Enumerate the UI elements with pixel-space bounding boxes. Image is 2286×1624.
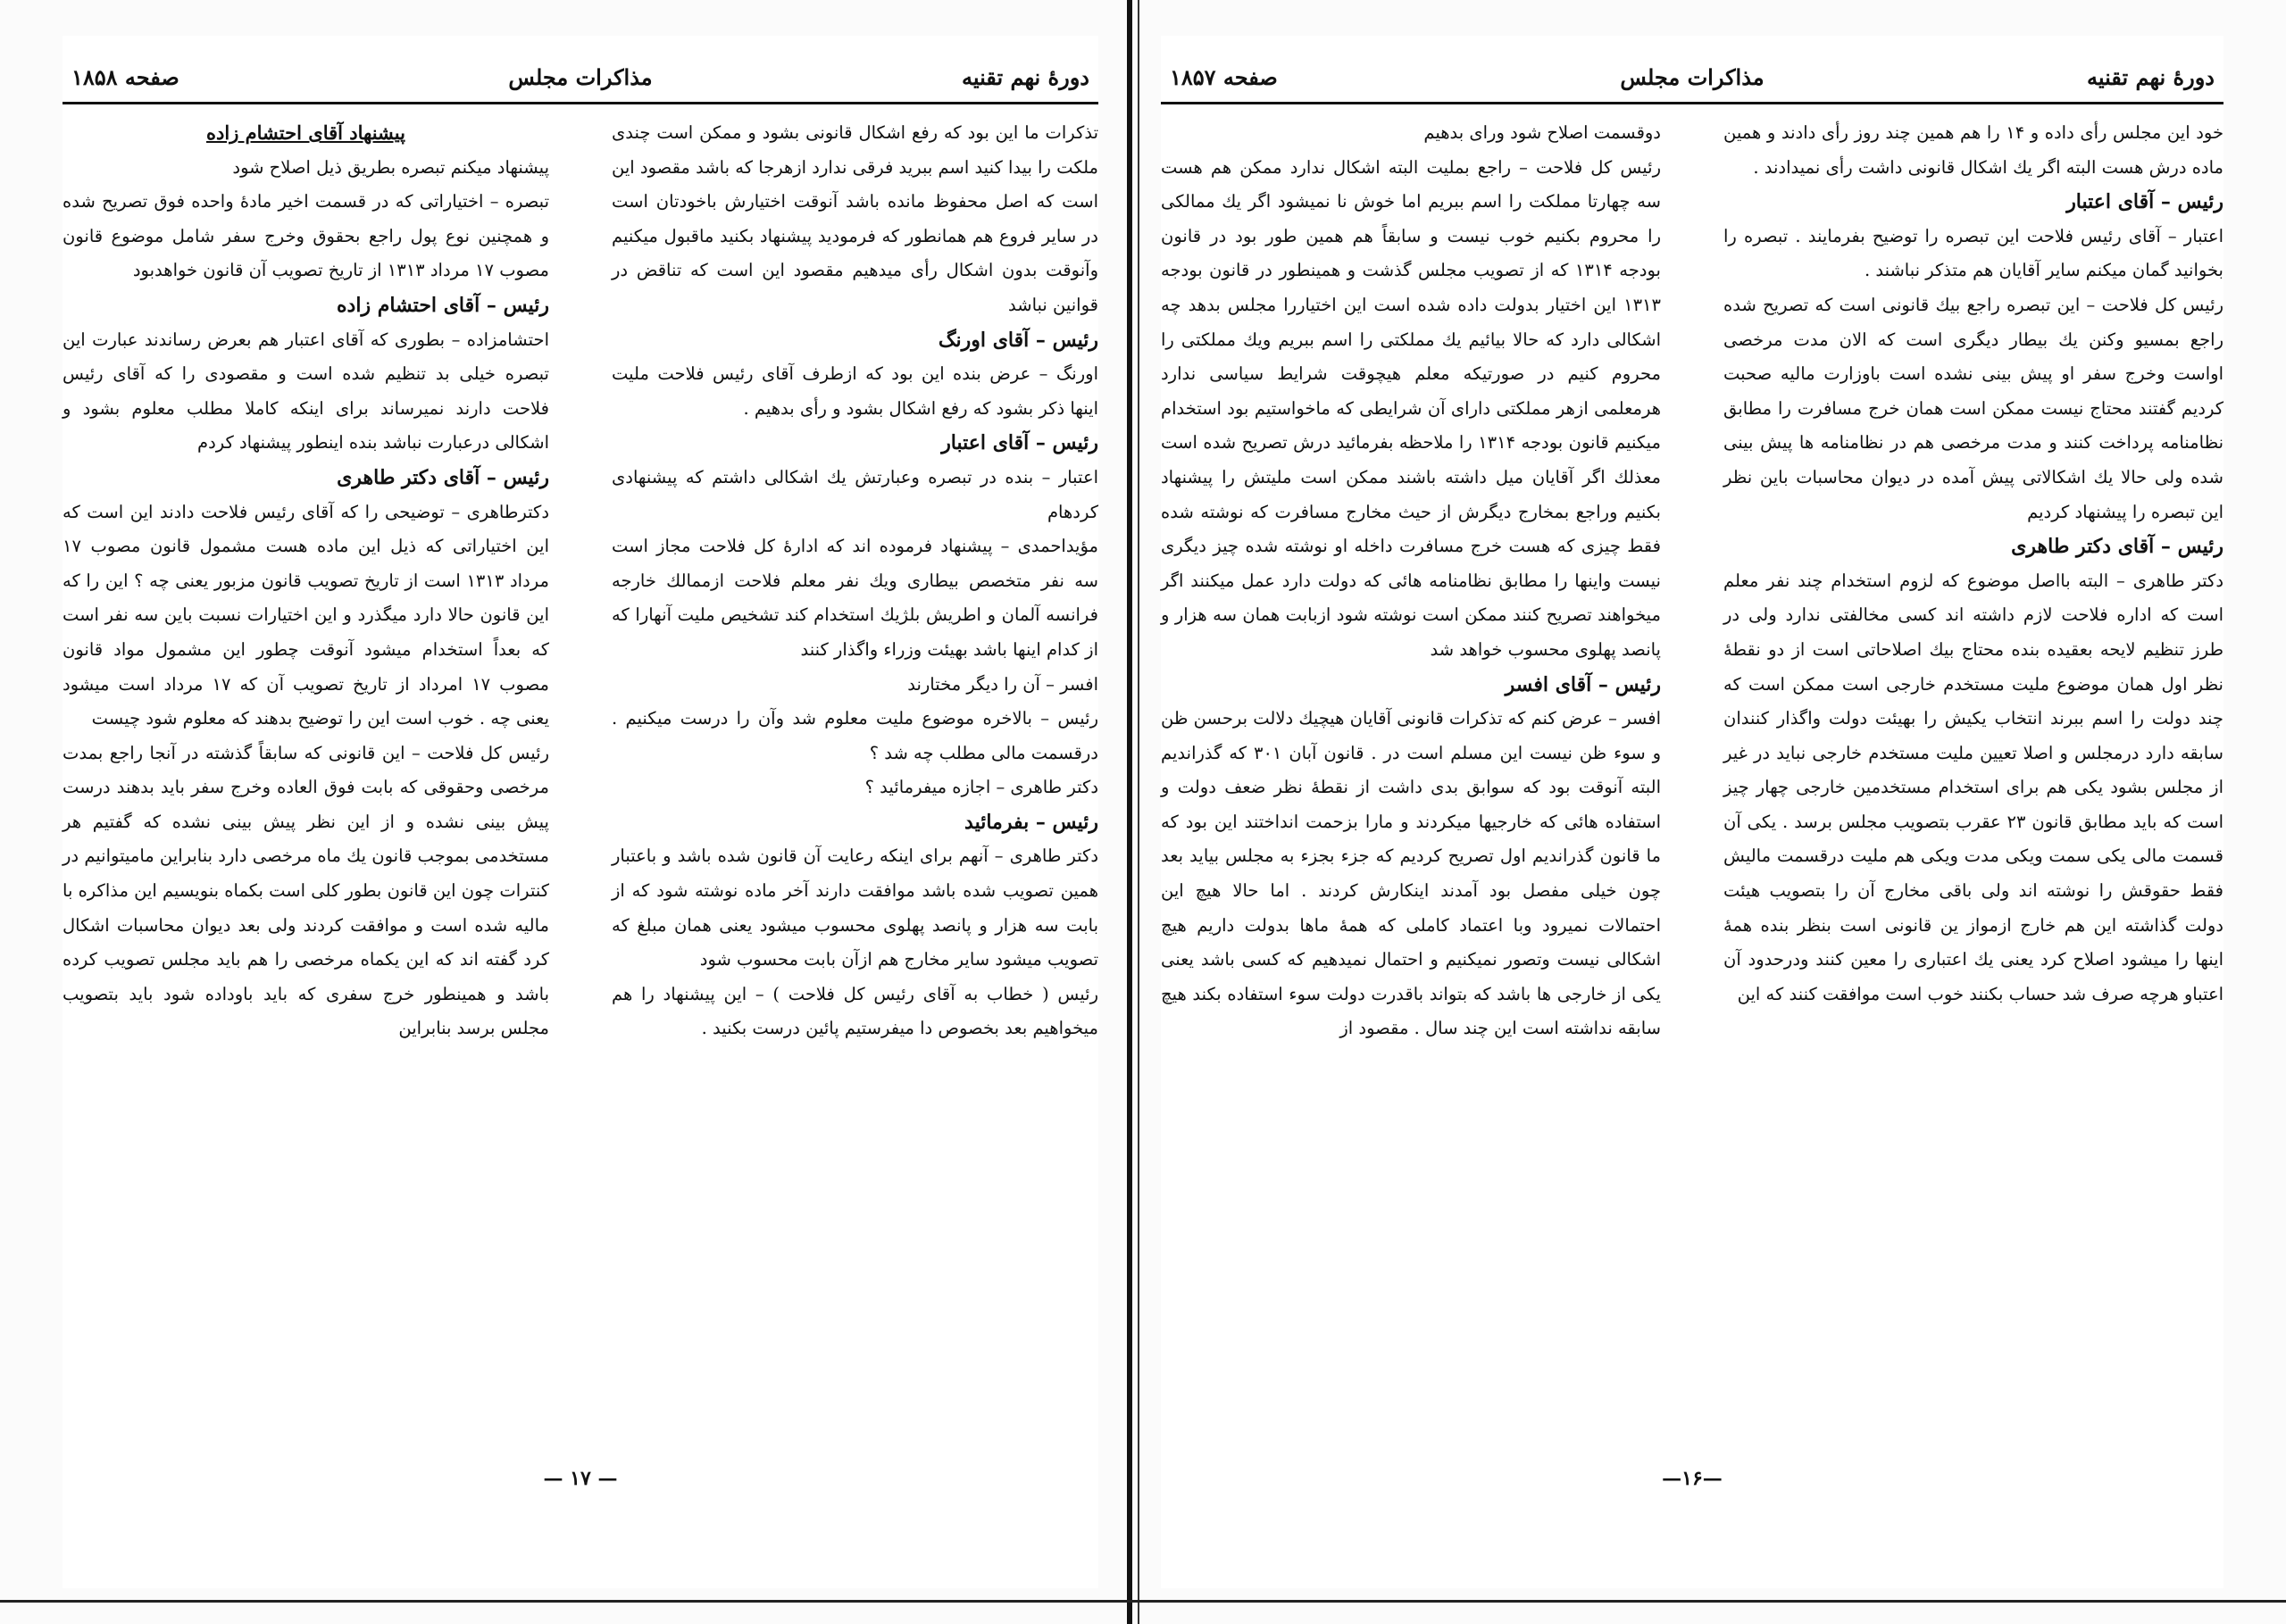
paragraph: افسر – آن را دیگر مختارند [907,673,1098,695]
header-title: مذاکرات مجلس [508,64,653,90]
paragraph: افسر – عرض کنم که تذکرات قانونی آقایان هیچیك دلالت برحسن ظن و سوء ظن نیست این مسلم است در . قانون آبان ۳۰۱ که گذراندیم البته آنوقت بود که سوابق بدی داشت از نقطهٔ نظر ضعف دولت و استفاده هائی که خارجیها میکردند و مارا بزحمت انداختند این بود که ما قانون گذراندیم اول تصریح کردیم که جزء بجزء به مجلس بیاید بعد چون خیلی مفصل بود آمدند اینکارش کردند . اما حالا هیچ این احتمالات نمیرود وبا اعتماد کاملی که همهٔ ماها بدولت داریم هیچ اشکالی نیست وتصور نمیکنیم و احتمال نمیدهیم که کسی باشد یعنی یکی از خارجی ها باشد که بتواند باقدرت دولت سوء استفاده بکند هیچ سابقه نداشته است این چند سال . مقصود از [1161,708,1661,1039]
text-column-left [63,116,549,1046]
paragraph: احتشامزاده – بطوری که آقای اعتبار هم بعرض رساندند عبارت این تبصره خیلی بد تنظیم شده است و مقصودی را که آقای رئیس فلاحت دارند نمیرساند برای اینکه کاملا مطلب معلوم بشود و اشکالی درعبارت نباشد بنده اینطور پیشنهاد کردم [63,329,549,454]
paragraph: دکتر طاهری – اجازه میفرمائید ؟ [864,777,1098,798]
folio-number: — ۱۷ — [543,1467,618,1490]
page-header [63,54,1098,104]
speaker-line: رئیس – آقای دکتر طاهری [337,465,549,489]
text-column-right [612,116,1098,1046]
speaker-line: رئیس – آقای اعتبار [2066,190,2223,214]
paragraph: اعتبار – بنده در تبصره وعبارتش یك اشکالی داشتم که پیشنهادی کردهام [612,466,1098,522]
right-page [1161,36,2223,1588]
folio-number: —۱۶— [1662,1467,1723,1490]
paragraph: رئیس ( خطاب به آقای رئیس کل فلاحت ) – این پیشنهاد را هم میخواهیم بعد بخصوص دا میفرستیم پائین درست بکنید . [612,983,1098,1039]
header-title: مذاکرات مجلس [1620,64,1765,90]
speaker-line: رئیس – آقای اورنگ [938,328,1098,352]
paragraph: تبصره – اختیاراتی که در قسمت اخیر مادهٔ واحده فوق تصریح شده و همچنین نوع پول راجع بحقوق وخرج سفر شامل موضوع قانون مصوب ۱۷ مرداد ۱۳۱۳ از تاریخ تصویب آن قانون خواهدبود [63,191,549,281]
text-column-left [1161,116,1661,1046]
paragraph: رئیس کل فلاحت – این تبصره راجع بیك قانونی است که تصریح شده راجع بمسیو وکنن یك بیطار دیگری است که الان مدت مرخصی اواست وخرج سفر او پیش بینی نشده است باوزارت مالیه صحبت کردیم گفتند محتاج نیست ممکن است همان خرج مسافرت را مطابق نظامنامه پرداخت کنند و مدت مرخصی هم در نظامنامه ها پیش بینی شده ولی حالا یك اشکالاتی پیش آمده در دیوان محاسبات باین نظر این تبصره را پیشنهاد کردیم [1723,294,2223,522]
paragraph: رئیس کل فلاحت – این قانونی که سابقاً گذشته در آنجا راجع بمدت مرخصی وحقوقی که بابت فوق العاده وخرج سفر باید بدهند درست پیش بینی نشده و از این نظر پیش بینی نشده که گفتیم هر مستخدمی بموجب قانون یك ماه مرخصی دارد بنابراین مامیتوانیم در کنترات چون این قانون بطور کلی است بکماه بنویسیم این مذاکره با مالیه شده است و موافقت کردند ولی بعد دیوان محاسبات اشکال کرد گفته اند که این یکماه مرخصی را هم باید مجلس تصویب کرده باشد و همینطور خرج سفری که باید باوداده شود باید بتصویب مجلس برسد بنابراین [63,742,549,1039]
header-session: دورهٔ نهم تقنیه [961,64,1089,90]
book-gutter-edge [1138,0,1139,1624]
paragraph: دکترطاهری – توضیحی را که آقای رئیس فلاحت دادند این است که این اختیاراتی که ذیل این ماده هست مشمول قانون مصوب ۱۷ مرداد ۱۳۱۳ است از تاریخ تصویب قانون مزبور یعنی چه ؟ این را که این قانون حالا دارد میگذرد و این اختیارات نسبت باین سه نفر است که بعداً استخدام میشود آنوقت چطور این مشمول مواد قانون مصوب ۱۷ امرداد از تاریخ تصویب آن که ۱۷ مرداد است میشود یعنی چه . خوب است این را توضیح بدهند که معلوم شود چیست [63,501,549,729]
paragraph: رئیس کل فلاحت – راجع بملیت البته اشکال ندارد ممکن هم هست سه چهارتا مملکت را اسم ببریم اما خوش نا نمیشود اگر یك ممالکی را محروم بکنیم خوب نیست و سابقاً هم همین طور بود در قانون بودجه ۱۳۱۴ که از تصویب مجلس گذشت و همینطور در قانون بودجه ۱۳۱۳ این اختیار بدولت داده شده است این اختیاررا مجلس بدهد چه اشکالی دارد که حالا بیائیم یك مملکتی را اسم ببریم ویك مملکتی را محروم کنیم در صورتیکه معلم هیچوقت شرایط سیاسی ندارد هرمعلمی ازهر مملکتی دارای آن شرایطی که ماخواستیم بود استخدام میکنیم قانون بودجه ۱۳۱۴ را ملاحظه بفرمائید درش تصریح شده است معذلك اگر آقایان میل داشته باشند ممکن است ملیتش را پیشنهاد بکنیم وراجع بمخارج دیگرش از حیث مخارج مسافرت که نوشته شده فقط چیزی که هست خرج مسافرت داخله او نوشته شده چیز دیگری نیست واینها را مطابق نظامنامه هائی که دولت دارد عمل میکنند اگر میخواهند تصریح کنند ممکن است نوشته شود ازبابت همان سه هزار و پانصد پهلوی محسوب خواهد شد [1161,156,1661,660]
paragraph: پیشنهاد میکنم تبصره بطریق ذیل اصلاح شود [232,156,549,178]
page-bottom-edge [0,1600,2286,1603]
text-column-right [1723,116,2223,1012]
paragraph: دکتر طاهری – البته بااصل موضوع که لزوم استخدام چند نفر معلم است که اداره فلاحت لازم داشته اند کسی مخالفتی ندارد ولی در طرز تنظیم لایحه بعقیده بنده محتاج بیك اصلاحاتی است از دو نقطهٔ نظر اول همان موضوع ملیت مستخدم خارجی است ممکن است که چند دولت را اسم ببرند انتخاب یکیش را بهیئت دولت واگذار کنندان سابقه دارد درمجلس و اصلا تعیین ملیت مستخدم خارجی نباید در غیر از مجلس بشود یکی هم برای استخدام مستخدمین خارجی چهار چیز است که باید مطابق قانون ۲۳ عقرب بتصویب مجلس برسد . یکی آن قسمت مالی یکی سمت ویکی مدت ویکی هم ملیت درقسمت مالیش فقط حقوقش را نوشته اند ولی باقی مخارج آن را بتصویب هیئت دولت گذاشته این هم خارج ازمواز ین قانونی است بنظر بنده همهٔ اینها را میشود اصلاح کرد یعنی یك اعتباری را معین کنند ودرحدود آن اعتباو هرچه صرف شد حساب بکنند خوب است موافقت کنند که این [1723,570,2223,1004]
page-header [1161,54,2223,104]
speaker-line: رئیس – آقای دکتر طاهری [2011,535,2223,559]
paragraph: دکتر طاهری – آنهم برای اینکه رعایت آن قانون شده باشد و باعتبار همین تصویب شده باشد موافقت دارند آخر ماده نوشته شود که از بابت سه هزار و پانصد پهلوی محسوب میشود یعنی همان مبلغ که تصویب میشود سایر مخارج هم ازآن بابت محسوب شود [612,845,1098,970]
speaker-line: رئیس – آقای افسر [1505,672,1661,696]
paragraph: اعتبار – آقای رئیس فلاحت این تبصره را توضیح بفرمایند . تبصره را بخوانید گمان میکنم سایر آقایان هم متذکر نباشند . [1723,225,2223,281]
paragraph: مؤیداحمدی – پیشنهاد فرموده اند که ادارهٔ کل فلاحت مجاز است سه نفر متخصص بیطاری ویك نفر معلم فلاحت ازممالك خارجه فرانسه آلمان و اطریش بلژیك استخدام کند تشخیص ملیت آنهارا که از کدام اینها باشد بهیئت وزراء واگذار کنند [612,536,1098,660]
header-page-number: صفحه ۱۸۵۷ [1170,64,1278,90]
paragraph: دوقسمت اصلاح شود ورای بدهیم [1423,122,1661,143]
header-page-number: صفحه ۱۸۵۸ [71,64,179,90]
paragraph: خود این مجلس رأی داده و ۱۴ را هم همین چند روز رأی دادند و همین ماده درش هست البته اگر یك اشکال قانونی داشت رأی نمیدادند . [1723,122,2223,178]
header-session: دورهٔ نهم تقنیه [2086,64,2215,90]
speaker-line: رئیس – آقای احتشام زاده [337,293,549,317]
paragraph: رئیس – بالاخره موضوع ملیت معلوم شد وآن را درست میکنیم . درقسمت مالی مطلب چه شد ؟ [612,708,1098,763]
speaker-line: رئیس – آقای اعتبار [941,431,1098,455]
left-page [63,36,1098,1588]
paragraph: تذکرات ما این بود که رفع اشکال قانونی بشود و ممکن است چندی ملکت را بیدا کنید اسم ببرید فرقی ندارد ازهرجا که باشد مقصود این است که اصل محفوظ مانده باشد آنوقت اختیارش باخودتان است در سایر فروع هم همانطور که فرمودید پیشنهاد بکنید ماقبول میکنیم وآنوقت بدون اشکال رأی میدهیم مقصود این است که تناقض در قوانین نباشد [612,122,1098,315]
section-heading: پیشنهاد آقای احتشام زاده [206,121,405,144]
paragraph: اورنگ – عرض بنده این بود که ازطرف آقای رئیس فلاحت ملیت اینها ذکر بشود که رفع اشکال بشود و رأی بدهیم . [612,363,1098,419]
speaker-line: رئیس – بفرمائید [964,810,1098,834]
book-gutter [1127,0,1132,1624]
